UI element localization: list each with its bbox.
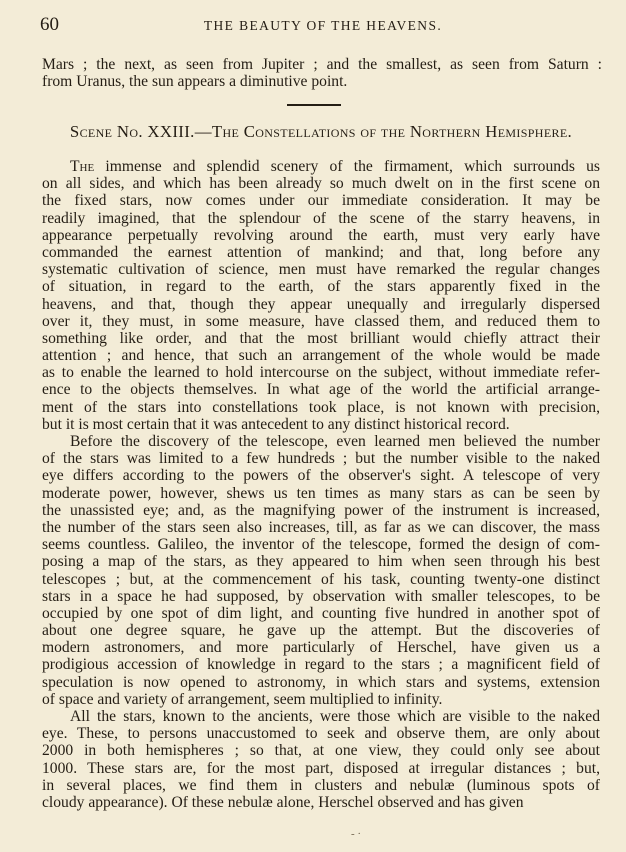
- text-line: Before the discovery of the telescope, even learned men believed the number: [70, 433, 600, 450]
- line-text: immense and splendid scenery of the firmament, which surrounds us: [94, 158, 600, 175]
- text-line: [42, 158, 600, 175]
- body-text: [42, 158, 600, 811]
- text-line: 2000 in both hemispheres ; so that, at one view, they could only see about: [42, 742, 600, 760]
- text-line: the number of the stars seen also increases, till, as far as we can discover, the mass: [42, 518, 600, 536]
- text-line: eye. These, to persons unaccustomed to seek and observe them, are only about: [42, 725, 600, 743]
- text-line: but it is most certain that it was antecedent to any distinct historical record.: [42, 415, 510, 433]
- text-line: over it, they must, in some measure, have classed them, and reduced them to: [42, 312, 600, 330]
- text-line: of the stars was limited to a few hundreds ; but the number visible to the naked: [42, 450, 600, 468]
- paragraph: [42, 158, 600, 433]
- text-line: heavens, and that, though they appear unequally and irregularly dispersed: [42, 295, 600, 313]
- page-number: 60: [40, 14, 59, 35]
- text-line: occupied by one spot of dim light, and counting five hundred in another spot of: [42, 604, 600, 622]
- text-line: modern astronomers, and more particularly of Herschel, have given us a: [42, 639, 600, 657]
- text-line: the unassisted eye; and, as the magnifying power of the instrument is increased,: [42, 501, 600, 519]
- text-line: in several places, we find them in clusters and nebulæ (luminous spots of: [42, 776, 600, 794]
- text-line: about one degree square, he gave up the attempt. But the discoveries of: [42, 622, 600, 640]
- text-line: prodigious accession of knowledge in regard to the stars ; a magnificent field of: [42, 656, 600, 674]
- text-line: appearance perpetually revolving around the earth, must very early have: [42, 226, 600, 244]
- running-head: THE BEAUTY OF THE HEAVENS.: [203, 18, 443, 33]
- text-line: attention ; and hence, that such an arrangement of the whole would be made: [42, 347, 600, 365]
- paragraph: [42, 433, 600, 708]
- text-line: readily imagined, that the splendour of the scene of the starry heavens, in: [42, 209, 600, 227]
- text-line: on all sides, and which has been already so much dwelt on in the first scene on: [42, 175, 600, 193]
- text-line: something like order, and that the most brilliant would chiefly attract their: [42, 329, 600, 347]
- text-line: the fixed stars, now comes under our immediate consideration. It may be: [42, 192, 600, 210]
- text-line: moderate power, however, shews us ten times as many stars as can be seen by: [42, 484, 600, 502]
- text-line: ment of the stars into constellations took place, is not known with precision,: [42, 398, 600, 416]
- section-divider: [287, 104, 341, 106]
- bottom-mark: - ·: [351, 828, 362, 840]
- text-line: telescopes ; but, at the commencement of his task, counting twenty-one distinct: [42, 570, 600, 588]
- section-heading: Scene No. XXIII.—The Constellations of the Northern Hemisphere.: [69, 122, 573, 141]
- text-line: of situation, in regard to the earth, of the stars apparently fixed in the: [42, 278, 600, 296]
- text-line: systematic cultivation of science, men must have remarked the regular changes: [42, 261, 600, 279]
- text-line: of space and variety of arrangement, seem multiplied to infinity.: [42, 690, 443, 708]
- text-line: stars in a space he had supposed, by observation with smaller telescopes, to be: [42, 587, 600, 605]
- text-line: speculation is now opened to astronomy, in which stars and systems, extension: [42, 673, 600, 691]
- text-line: commanded the earnest attention of mankind; and that, long before any: [42, 243, 600, 261]
- text-line: All the stars, known to the ancients, were those which are visible to the naked: [70, 708, 600, 725]
- continuation-text: [42, 56, 602, 90]
- paragraph: [42, 708, 600, 811]
- lead-word: The: [70, 158, 95, 175]
- text-line: cloudy appearance). Of these nebulæ alone, Herschel observed and has given: [42, 793, 524, 811]
- page-header: [40, 14, 606, 38]
- text-line: 1000. These stars are, for the most part, disposed at irregular distances ; but,: [42, 759, 600, 777]
- text-line: ence to the objects themselves. In what age of the world the artificial arrange-: [42, 381, 600, 399]
- text-line: as to enable the learned to hold intercourse on the subject, without immediate refer-: [42, 364, 600, 382]
- text-line: posing a map of the stars, as they appeared to him when seen through his best: [42, 553, 600, 571]
- text-line: seems countless. Galileo, the inventor of the telescope, formed the design of com-: [42, 536, 600, 554]
- text-line: Mars ; the next, as seen from Jupiter ; and the smallest, as seen from Saturn :: [42, 56, 602, 73]
- text-line: from Uranus, the sun appears a diminutive point.: [42, 73, 348, 91]
- text-line: eye differs according to the powers of the observer's sight. A telescope of very: [42, 467, 600, 485]
